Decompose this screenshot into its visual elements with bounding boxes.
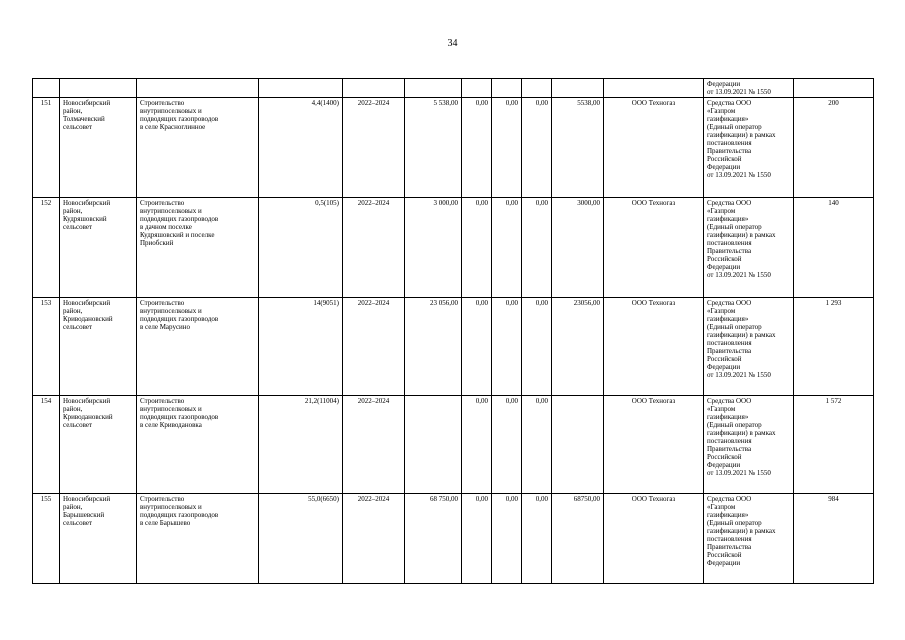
funding-source-line: от 13.09.2021 № 1550 (707, 271, 771, 279)
funding-source-line: Правительства (707, 445, 752, 453)
cell-empty (405, 79, 462, 98)
funding-source-line: газификации) в рамках (707, 331, 776, 339)
district-line: Кудряшовский (63, 215, 107, 223)
cell-funding-source (704, 298, 794, 396)
cell-period: 2022–2024 (343, 98, 405, 198)
district-line: сельсовет (63, 421, 93, 429)
funding-source-line: газификация» (707, 115, 749, 123)
cell-value-2: 0,00 (492, 98, 522, 198)
object-line: подводящих газопроводов (140, 413, 219, 421)
cell-value-4 (552, 396, 604, 494)
cell-value-4: 68750,00 (552, 494, 604, 584)
funding-source-line: постановления (707, 437, 752, 445)
funding-source-line: газификация» (707, 511, 749, 519)
district-line: район, (63, 503, 83, 511)
object-line: внутрипоселковых и (140, 307, 202, 315)
table-row (33, 494, 874, 584)
funding-source-line: от 13.09.2021 № 1550 (707, 171, 771, 179)
cell-object (137, 198, 259, 298)
cell-object (137, 494, 259, 584)
cell-length: 21,2(11004) (259, 396, 343, 494)
cell-empty (794, 79, 874, 98)
object-line: Кудряшовский и поселке (140, 231, 215, 239)
cell-length: 55,0(6650) (259, 494, 343, 584)
district-line: Новосибирский (63, 99, 111, 107)
cell-executor: ООО Техногаз (604, 494, 704, 584)
object-line: в селе Криводановка (140, 421, 202, 429)
funding-source-line: газификации) в рамках (707, 429, 776, 437)
funding-source-line: Средства ООО (707, 495, 752, 503)
cell-period: 2022–2024 (343, 396, 405, 494)
funding-source-line: Российской (707, 551, 742, 559)
funding-source-line: Федерации (707, 163, 741, 171)
cell-value-2: 0,00 (492, 494, 522, 584)
funding-source-line: «Газпром (707, 405, 736, 413)
funding-source-line: Российской (707, 453, 742, 461)
funding-source-line: газификация» (707, 315, 749, 323)
cell-district (60, 298, 137, 396)
cell-period: 2022–2024 (343, 298, 405, 396)
table-row (33, 98, 874, 198)
district-line: Новосибирский (63, 495, 111, 503)
funding-source-line: газификации) в рамках (707, 131, 776, 139)
funding-source-line: Федерации (707, 263, 741, 271)
cell-value-1: 0,00 (462, 198, 492, 298)
cell-empty (60, 79, 137, 98)
object-line: внутрипоселковых и (140, 503, 202, 511)
district-line: район, (63, 405, 83, 413)
cell-executor: ООО Техногаз (604, 198, 704, 298)
funding-source-line: (Единый оператор (707, 421, 762, 429)
funding-source-line: Правительства (707, 543, 752, 551)
object-line: подводящих газопроводов (140, 511, 219, 519)
cell-empty (492, 79, 522, 98)
cell-value-3: 0,00 (522, 494, 552, 584)
cell-empty (33, 79, 60, 98)
funding-source-line: Правительства (707, 247, 752, 255)
object-line: подводящих газопроводов (140, 315, 219, 323)
cell-count: 1 572 (794, 396, 874, 494)
cell-object (137, 98, 259, 198)
funding-source-line: «Газпром (707, 503, 736, 511)
district-line: Криводановский (63, 413, 113, 421)
cell-value-1: 0,00 (462, 98, 492, 198)
district-line: сельсовет (63, 323, 93, 331)
cell-value-3: 0,00 (522, 298, 552, 396)
cell-row-number: 153 (33, 298, 60, 396)
cell-value-4: 3000,00 (552, 198, 604, 298)
object-line: в селе Красноглинное (140, 123, 206, 131)
cell-count: 984 (794, 494, 874, 584)
district-line: сельсовет (63, 123, 93, 131)
funding-source-line: газификации) в рамках (707, 527, 776, 535)
object-line: внутрипоселковых и (140, 107, 202, 115)
cell-total: 3 000,00 (405, 198, 462, 298)
funding-source-line: (Единый оператор (707, 223, 762, 231)
district-line: Новосибирский (63, 299, 111, 307)
cell-district (60, 494, 137, 584)
cell-empty (552, 79, 604, 98)
cell-value-1: 0,00 (462, 494, 492, 584)
funding-source-line: Средства ООО (707, 99, 752, 107)
cell-value-2: 0,00 (492, 298, 522, 396)
district-line: Криводановский (63, 315, 113, 323)
cell-total (405, 396, 462, 494)
cell-district (60, 98, 137, 198)
object-line: внутрипоселковых и (140, 207, 202, 215)
funding-source-line: Правительства (707, 147, 752, 155)
cell-value-3: 0,00 (522, 396, 552, 494)
cell-executor: ООО Техногаз (604, 396, 704, 494)
cell-empty (522, 79, 552, 98)
funding-source-line: Средства ООО (707, 299, 752, 307)
cell-count: 1 293 (794, 298, 874, 396)
funding-source-line: постановления (707, 239, 752, 247)
page-number: 34 (447, 38, 458, 49)
funding-source-line: (Единый оператор (707, 123, 762, 131)
district-line: Барышевский (63, 511, 105, 519)
funding-source-line: Федерации (707, 559, 741, 567)
funding-source-line: (Единый оператор (707, 519, 762, 527)
district-line: район, (63, 307, 83, 315)
funding-source-line: Федерации (707, 461, 741, 469)
cell-count: 140 (794, 198, 874, 298)
cell-empty (343, 79, 405, 98)
cell-row-number: 154 (33, 396, 60, 494)
cell-row-number: 152 (33, 198, 60, 298)
funding-source-line: Российской (707, 155, 742, 163)
district-line: сельсовет (63, 519, 93, 527)
funding-line: Федерации (707, 80, 741, 88)
object-line: в селе Барышево (140, 519, 191, 527)
object-line: подводящих газопроводов (140, 115, 219, 123)
cell-value-1: 0,00 (462, 298, 492, 396)
cell-funding-source (704, 79, 794, 98)
district-line: Новосибирский (63, 397, 111, 405)
district-line: район, (63, 207, 83, 215)
district-line: Толмачевский (63, 115, 105, 123)
cell-period: 2022–2024 (343, 494, 405, 584)
cell-funding-source (704, 494, 794, 584)
cell-total: 68 750,00 (405, 494, 462, 584)
table-row (33, 198, 874, 298)
funding-source-line: «Газпром (707, 207, 736, 215)
funding-source-line: от 13.09.2021 № 1550 (707, 371, 771, 379)
cell-empty (259, 79, 343, 98)
funding-source-line: постановления (707, 535, 752, 543)
funding-source-line: Российской (707, 255, 742, 263)
cell-executor: ООО Техногаз (604, 298, 704, 396)
district-line: сельсовет (63, 223, 93, 231)
object-line: Строительство (140, 199, 185, 207)
cell-funding-source (704, 396, 794, 494)
funding-source-line: постановления (707, 139, 752, 147)
cell-executor: ООО Техногаз (604, 98, 704, 198)
cell-district (60, 198, 137, 298)
funding-source-line: Средства ООО (707, 397, 752, 405)
district-line: район, (63, 107, 83, 115)
cell-value-2: 0,00 (492, 396, 522, 494)
cell-value-2: 0,00 (492, 198, 522, 298)
cell-value-4: 5538,00 (552, 98, 604, 198)
cell-length: 14(9051) (259, 298, 343, 396)
cell-value-4: 23056,00 (552, 298, 604, 396)
cell-value-3: 0,00 (522, 198, 552, 298)
funding-source-line: от 13.09.2021 № 1550 (707, 469, 771, 477)
cell-empty (137, 79, 259, 98)
gasification-table (32, 78, 874, 584)
funding-source-line: (Единый оператор (707, 323, 762, 331)
funding-line: от 13.09.2021 № 1550 (707, 88, 771, 96)
object-line: Строительство (140, 299, 185, 307)
cell-empty (462, 79, 492, 98)
cell-empty (604, 79, 704, 98)
funding-source-line: газификации) в рамках (707, 231, 776, 239)
cell-row-number: 151 (33, 98, 60, 198)
cell-total: 5 538,00 (405, 98, 462, 198)
cell-period: 2022–2024 (343, 198, 405, 298)
cell-funding-source (704, 198, 794, 298)
table-row-continuation (33, 79, 874, 98)
object-line: в дачном поселке (140, 223, 192, 231)
district-line: Новосибирский (63, 199, 111, 207)
funding-source-line: Средства ООО (707, 199, 752, 207)
object-line: Строительство (140, 397, 185, 405)
funding-source-line: «Газпром (707, 307, 736, 315)
cell-funding-source (704, 98, 794, 198)
cell-total: 23 056,00 (405, 298, 462, 396)
cell-count: 200 (794, 98, 874, 198)
table-row (33, 396, 874, 494)
funding-source-line: постановления (707, 339, 752, 347)
table-row (33, 298, 874, 396)
funding-source-line: Российской (707, 355, 742, 363)
object-line: Строительство (140, 495, 185, 503)
object-line: Строительство (140, 99, 185, 107)
object-line: в селе Марусино (140, 323, 191, 331)
cell-value-3: 0,00 (522, 98, 552, 198)
cell-row-number: 155 (33, 494, 60, 584)
cell-length: 4,4(1400) (259, 98, 343, 198)
cell-district (60, 396, 137, 494)
funding-source-line: «Газпром (707, 107, 736, 115)
cell-value-1: 0,00 (462, 396, 492, 494)
cell-length: 0,5(105) (259, 198, 343, 298)
funding-source-line: Правительства (707, 347, 752, 355)
funding-source-line: газификация» (707, 215, 749, 223)
cell-object (137, 396, 259, 494)
object-line: внутрипоселковых и (140, 405, 202, 413)
cell-object (137, 298, 259, 396)
funding-source-line: Федерации (707, 363, 741, 371)
object-line: подводящих газопроводов (140, 215, 219, 223)
object-line: Приобский (140, 239, 174, 247)
funding-source-line: газификация» (707, 413, 749, 421)
